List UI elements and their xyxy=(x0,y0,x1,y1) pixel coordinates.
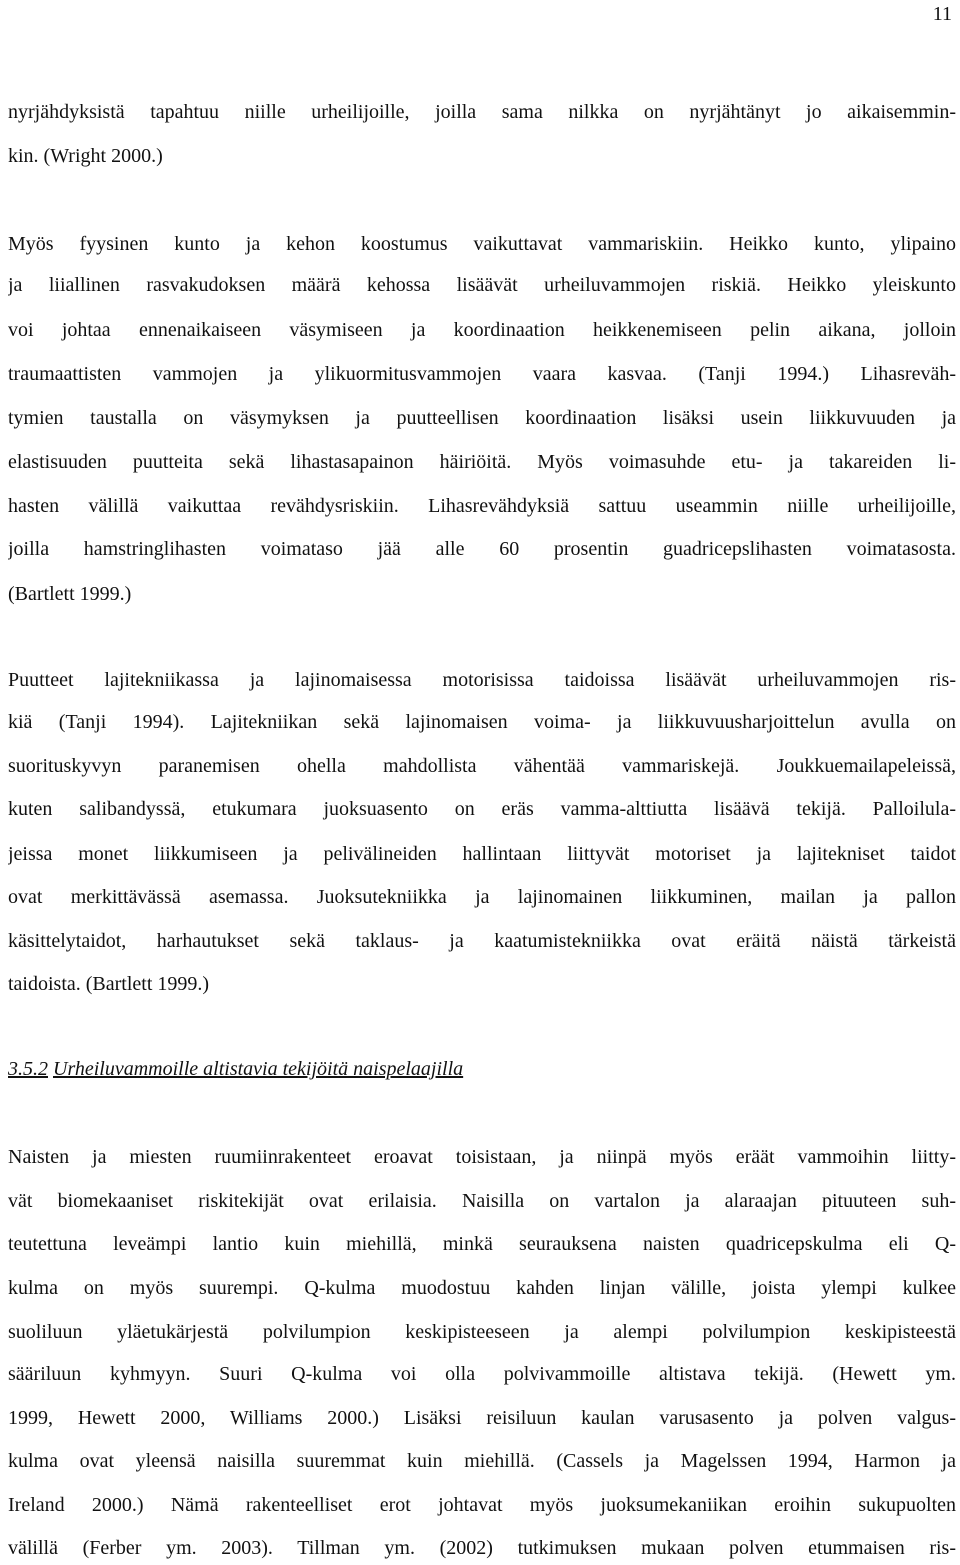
paragraph-1-line-2: kin. (Wright 2000.) xyxy=(8,145,163,167)
paragraph-2-line-9: (Bartlett 1999.) xyxy=(8,583,132,605)
paragraph-4-line-2: vät biomekaaniset riskitekijät ovat erilaisia. Naisilla on vartalon ja alaraajan pituuteen suh- xyxy=(8,1190,956,1212)
paragraph-2-line-8: joilla hamstringlihasten voimataso jää alle 60 prosentin guadricepslihasten voimatasosta. xyxy=(8,538,956,560)
paragraph-1-line-1: nyrjähdyksistä tapahtuu niille urheilijoille, joilla sama nilkka on nyrjähtänyt jo aikaisemmin- xyxy=(8,101,956,123)
paragraph-2-line-2: ja liiallinen rasvakudoksen määrä kehossa lisäävät urheiluvammojen riskiä. Heikko yleiskunto xyxy=(8,274,956,296)
paragraph-4-line-4: kulma on myös suurempi. Q-kulma muodostuu kahden linjan välille, joista ylempi kulkee xyxy=(8,1277,956,1299)
paragraph-2-line-1: Myös fyysinen kunto ja kehon koostumus vaikuttavat vammariskiin. Heikko kunto, ylipaino xyxy=(8,233,956,255)
paragraph-3-line-5: jeissa monet liikkumiseen ja pelivälineiden hallintaan liittyvät motoriset ja lajitekniset taidot xyxy=(8,843,956,865)
paragraph-3-line-7: käsittelytaidot, harhautukset sekä taklaus- ja kaatumistekniikka ovat eräitä näistä tärkeistä xyxy=(8,930,956,952)
paragraph-3-line-6: ovat merkittävässä asemassa. Juoksutekniikka ja lajinomainen liikkuminen, mailan ja pallon xyxy=(8,886,956,908)
paragraph-4-line-10: välillä (Ferber ym. 2003). Tillman ym. (2002) tutkimuksen mukaan polven etummaisen ris- xyxy=(8,1537,956,1559)
paragraph-2-line-3: voi johtaa ennenaikaiseen väsymiseen ja koordinaation heikkenemiseen pelin aikana, jolloin xyxy=(8,319,956,341)
paragraph-2-line-5: tymien taustalla on väsymyksen ja puutteellisen koordinaation lisäksi usein liikkuvuuden ja xyxy=(8,407,956,429)
paragraph-3-line-2: kiä (Tanji 1994). Lajitekniikan sekä lajinomaisen voima- ja liikkuvuusharjoittelun avulla on xyxy=(8,711,956,733)
paragraph-4-line-6: sääriluun kyhmyyn. Suuri Q-kulma voi olla polvivammoille altistava tekijä. (Hewett ym. xyxy=(8,1363,956,1385)
paragraph-2-line-6: elastisuuden puutteita sekä lihastasapainon häiriöitä. Myös voimasuhde etu- ja takareiden li- xyxy=(8,451,956,473)
section-heading xyxy=(8,1057,463,1081)
paragraph-4-line-8: kulma ovat yleensä naisilla suuremmat kuin miehillä. (Cassels ja Magelssen 1994, Harmon ja xyxy=(8,1450,956,1472)
paragraph-4-line-3: teutettuna leveämpi lantio kuin miehillä, minkä seurauksena naisten quadricepskulma eli Q- xyxy=(8,1233,956,1255)
section-heading-title: Urheiluvammoille altistavia tekijöitä naispelaajilla xyxy=(53,1058,464,1080)
paragraph-4-line-7: 1999, Hewett 2000, Williams 2000.) Lisäksi reisiluun kaulan varusasento ja polven valgus- xyxy=(8,1407,956,1429)
paragraph-4-line-9: Ireland 2000.) Nämä rakenteelliset erot johtavat myös juoksumekaniikan eroihin sukupuolten xyxy=(8,1494,956,1516)
paragraph-2-line-4: traumaattisten vammojen ja ylikuormitusvammojen vaara kasvaa. (Tanji 1994.) Lihasreväh- xyxy=(8,363,956,385)
paragraph-3-line-4: kuten salibandyssä, etukumara juoksuasento on eräs vamma-alttiutta lisäävä tekijä. Palloilula- xyxy=(8,798,956,820)
paragraph-4-line-1: Naisten ja miesten ruumiinrakenteet eroavat toisistaan, ja niinpä myös eräät vammoihin liitty- xyxy=(8,1146,956,1168)
paragraph-3-line-3: suorituskyvyn paranemisen ohella mahdollista vähentää vammariskejä. Joukkuemailapeleissä, xyxy=(8,755,956,777)
paragraph-3-line-8: taidoista. (Bartlett 1999.) xyxy=(8,973,210,995)
section-heading-number: 3.5.2 xyxy=(8,1058,48,1080)
paragraph-4-line-5: suoliluun yläetukärjestä polvilumpion keskipisteeseen ja alempi polvilumpion keskipisteestä xyxy=(8,1321,956,1343)
paragraph-3-line-1: Puutteet lajitekniikassa ja lajinomaisessa motorisissa taidoissa lisäävät urheiluvammojen ris- xyxy=(8,669,956,691)
page-number: 11 xyxy=(932,3,952,25)
paragraph-2-line-7: hasten välillä vaikuttaa revähdysriskiin. Lihasrevähdyksiä sattuu useammin niille urheilijoille, xyxy=(8,495,956,517)
